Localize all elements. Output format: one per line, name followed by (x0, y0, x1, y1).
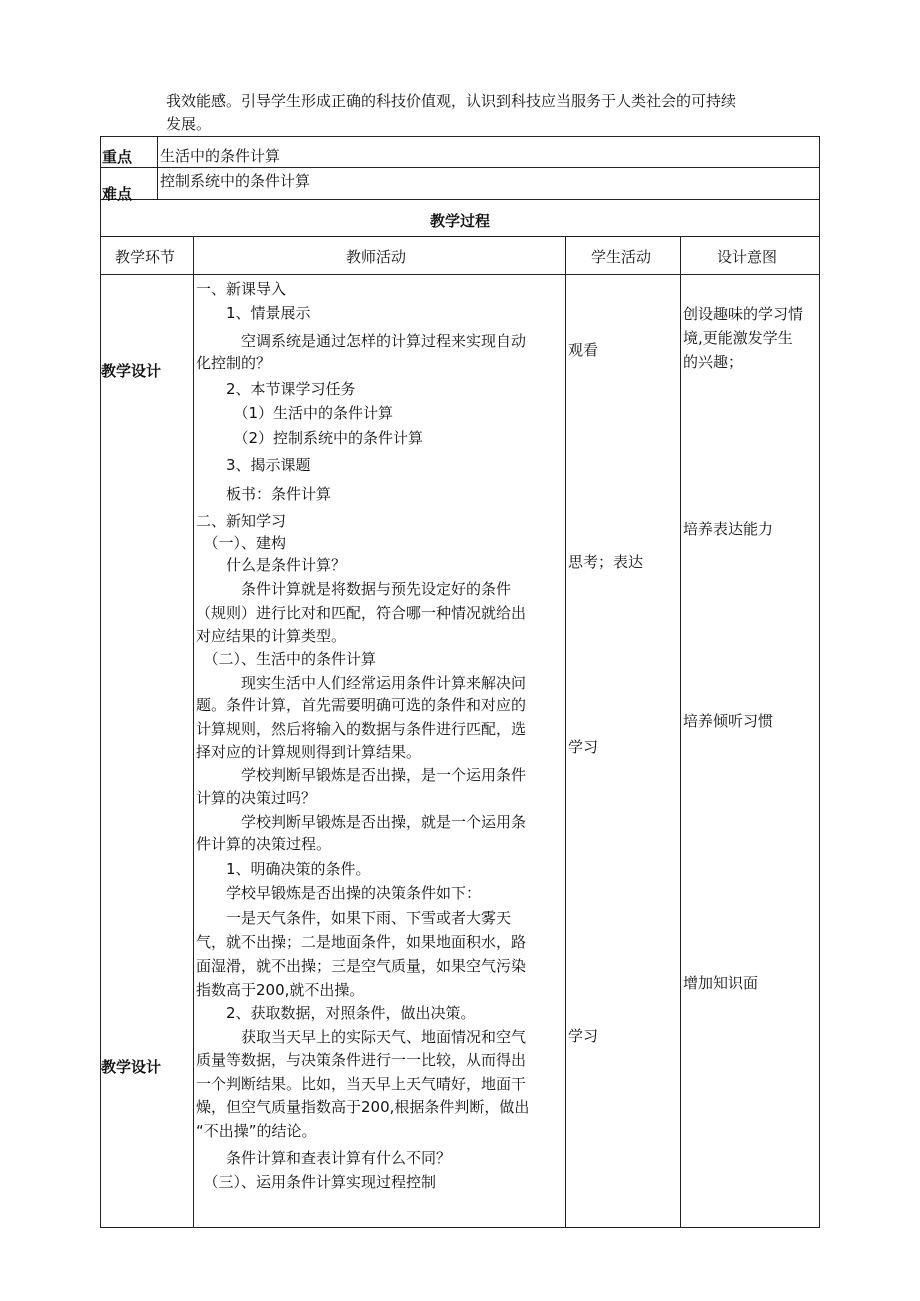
intent-3: 培养倾听习惯 (683, 712, 774, 730)
teacher-line: 一、新课导入 (196, 280, 287, 298)
intent-1-line-2: 境,更能激发学生 (683, 329, 793, 347)
teacher-line: 择对应的计算规则得到计算结果。 (196, 743, 422, 761)
teacher-line: 气，就不出操；二是地面条件，如果地面积水，路 (196, 933, 527, 951)
difficulty-value: 控制系统中的条件计算 (160, 172, 311, 190)
teacher-line: （三）、运用条件计算实现过程控制 (196, 1173, 437, 1191)
intent-1-line-3: 的兴趣； (683, 353, 744, 371)
student-activity-4: 学习 (568, 1027, 599, 1045)
teacher-line: 一个判断结果。比如，当天早上天气晴好，地面干 (196, 1075, 527, 1093)
intro-line-2: 发展。 (166, 115, 212, 133)
teacher-line: 板书：条件计算 (196, 485, 332, 503)
teacher-line: （一）、建构 (196, 534, 287, 552)
process-title: 教学过程 (430, 212, 491, 230)
teacher-line: 题。条件计算，首先需要明确可选的条件和对应的 (196, 696, 527, 714)
teacher-line: 现实生活中人们经常运用条件计算来解决问 (196, 674, 527, 692)
teacher-line: 一是天气条件，如果下雨、下雪或者大雾天 (196, 909, 512, 927)
intent-4: 增加知识面 (683, 974, 759, 992)
stage-label-1: 教学设计 (101, 362, 162, 380)
teacher-line: （二）、生活中的条件计算 (196, 650, 377, 668)
student-activity-1: 观看 (568, 341, 599, 359)
stage-label-2: 教学设计 (101, 1058, 162, 1076)
teacher-line: 学校判断早锻炼是否出操，就是一个运用条 (196, 813, 527, 831)
teacher-line: 件计算的决策过程。 (196, 835, 332, 853)
teacher-line: 计算的决策过吗？ (196, 789, 317, 807)
teacher-line: 获取当天早上的实际天气、地面情况和空气 (196, 1028, 527, 1046)
teacher-line: “不出操”的结论。 (196, 1122, 317, 1140)
teacher-line: 指数高于200,就不出操。 (196, 981, 365, 999)
key-label: 重点 (102, 148, 133, 166)
teacher-line: 2、获取数据，对照条件，做出决策。 (196, 1004, 476, 1022)
student-activity-2: 思考；表达 (568, 553, 644, 571)
teacher-line: 二、新知学习 (196, 512, 287, 530)
teacher-line: 1、情景展示 (196, 304, 311, 322)
teacher-line: 学校判断早锻炼是否出操，是一个运用条件 (196, 766, 527, 784)
key-value: 生活中的条件计算 (160, 147, 281, 165)
teacher-line: （规则）进行比对和匹配，符合哪一种情况就给出 (196, 604, 527, 622)
teacher-line: 面湿滑，就不出操；三是空气质量，如果空气污染 (196, 957, 527, 975)
difficulty-label: 难点 (102, 185, 133, 203)
teacher-line: 对应结果的计算类型。 (196, 627, 347, 645)
teacher-line: 计算规则，然后将输入的数据与条件进行匹配，选 (196, 720, 527, 738)
intent-2: 培养表达能力 (683, 520, 774, 538)
teacher-line: （1）生活中的条件计算 (196, 404, 394, 422)
teacher-line: 条件计算和查表计算有什么不同？ (196, 1149, 452, 1167)
teacher-line: 质量等数据，与决策条件进行一一比较，从而得出 (196, 1051, 527, 1069)
header-intent: 设计意图 (717, 248, 778, 266)
header-teacher: 教师活动 (346, 248, 407, 266)
intro-line-1: 我效能感。引导学生形成正确的科技价值观，认识到科技应当服务于人类社会的可持续 (166, 92, 737, 110)
teacher-line: 空调系统是通过怎样的计算过程来实现自动 (196, 332, 527, 350)
teacher-line: 学校早锻炼是否出操的决策条件如下： (196, 884, 482, 902)
teacher-line: 化控制的？ (196, 354, 272, 372)
header-student: 学生活动 (591, 248, 652, 266)
teacher-line: 条件计算就是将数据与预先设定好的条件 (196, 580, 512, 598)
teacher-line: 2、本节课学习任务 (196, 380, 356, 398)
student-activity-3: 学习 (568, 738, 599, 756)
teacher-line: 3、揭示课题 (196, 456, 311, 474)
intent-1-line-1: 创设趣味的学习情 (683, 305, 804, 323)
header-stage: 教学环节 (115, 248, 176, 266)
teacher-line: （2）控制系统中的条件计算 (196, 429, 424, 447)
teacher-line: 1、明确决策的条件。 (196, 860, 371, 878)
teacher-line: 燥，但空气质量指数高于200,根据条件判断，做出 (196, 1098, 530, 1116)
teacher-line: 什么是条件计算？ (196, 556, 347, 574)
